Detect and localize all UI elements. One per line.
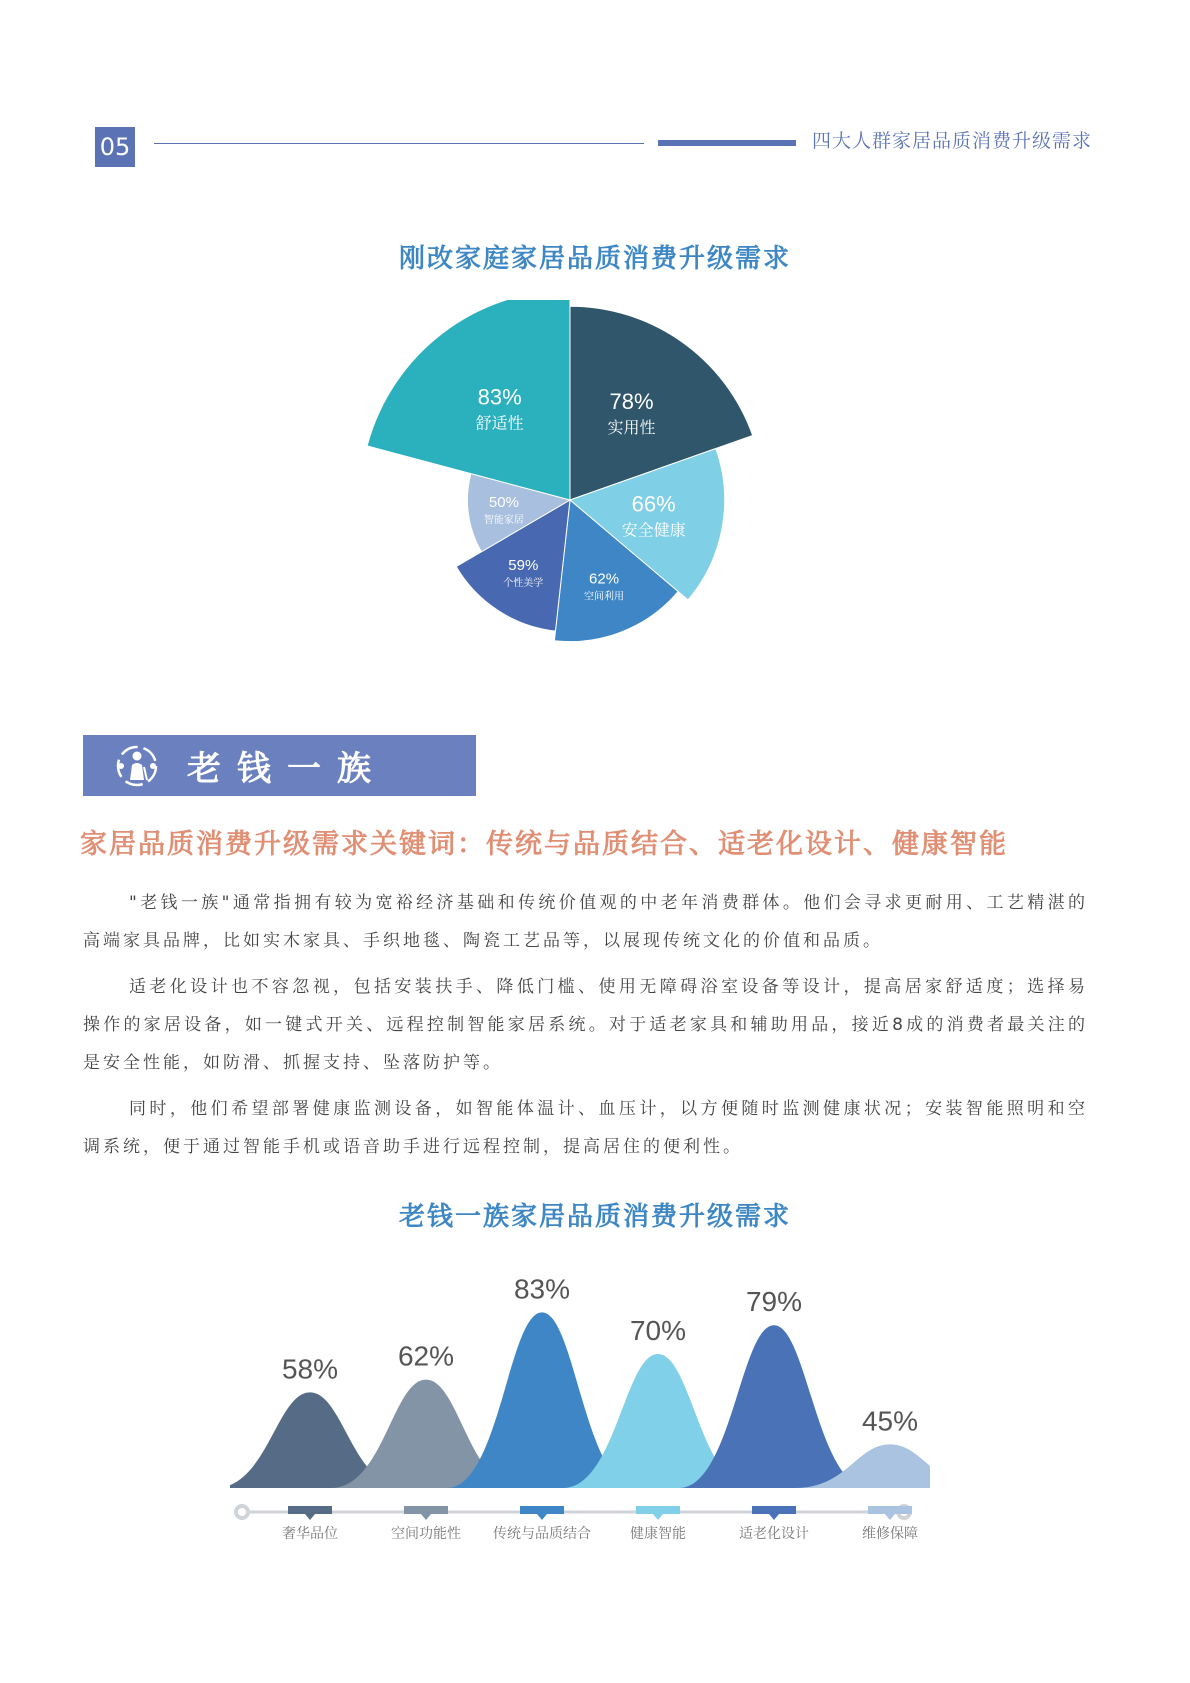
pie-category-label: 智能家居 — [483, 514, 524, 526]
category-label: 奢华品位 — [282, 1526, 338, 1542]
paragraph: "老钱一族"通常指拥有较为宽裕经济基础和传统价值观的中老年消费群体。他们会寻求更耐用、工艺精湛的高端家具品牌，比如实木家具、手织地毯、陶瓷工艺品等，以展现传统文化的价值和品质。 — [83, 893, 1088, 951]
hill-value-label: 83% — [513, 1273, 571, 1305]
pie-value-label: 66% — [631, 491, 676, 517]
pie-chart — [360, 300, 780, 680]
legend-swatch — [752, 1506, 796, 1514]
legend-pointer — [421, 1514, 431, 1520]
pie-category-label: 舒适性 — [475, 413, 524, 433]
pie-value-label: 50% — [488, 493, 519, 511]
legend-swatch — [868, 1506, 912, 1514]
axis-end-dot-inner — [238, 1508, 246, 1516]
pie-value-label: 62% — [589, 570, 620, 588]
pie-category-label: 安全健康 — [621, 520, 686, 540]
hill-chart-title: 老钱一族家居品质消费升级需求 — [398, 1202, 791, 1232]
legend-pointer — [537, 1514, 547, 1520]
legend-pointer — [885, 1514, 895, 1520]
page-number: 05 — [95, 127, 135, 167]
hill-chart — [230, 1240, 930, 1560]
header-rule — [154, 143, 644, 144]
hill-value-label: 70% — [629, 1315, 687, 1346]
legend-pointer — [653, 1514, 663, 1520]
pie-category-label: 个性美学 — [503, 577, 544, 589]
keywords-heading: 家居品质消费升级需求关键词：传统与品质结合、适老化设计、健康智能 — [80, 829, 1008, 860]
pie-category-label: 空间利用 — [584, 591, 625, 603]
hill-value-label: 79% — [745, 1286, 803, 1318]
category-label: 健康智能 — [630, 1526, 686, 1542]
category-label: 传统与品质结合 — [493, 1526, 591, 1542]
legend-swatch — [404, 1506, 448, 1514]
pie-chart-title: 刚改家庭家居品质消费升级需求 — [398, 244, 791, 274]
pie-category-label: 实用性 — [607, 418, 656, 438]
elderly-group-icon — [113, 742, 161, 790]
paragraph: 同时，他们希望部署健康监测设备，如智能体温计、血压计，以方便随时监测健康状况；安装智能照明和空调系统，便于通过智能手机或语音助手进行远程控制，提高居住的便利性。 — [83, 1099, 1088, 1157]
hill-value-label: 45% — [861, 1405, 919, 1437]
category-label: 维修保障 — [862, 1526, 918, 1542]
pie-slice — [367, 300, 570, 500]
section-heading: 老钱一族 — [187, 749, 387, 789]
legend-swatch — [520, 1506, 564, 1514]
section-banner — [83, 735, 476, 796]
legend-pointer — [769, 1514, 779, 1520]
legend-swatch — [636, 1506, 680, 1514]
paragraph: 适老化设计也不容忽视，包括安装扶手、降低门槛、使用无障碍浴室设备等设计，提高居家舒适度；选择易操作的家居设备，如一键式开关、远程控制智能家居系统。对于适老家具和辅助用品，接近8成的消费者最关注的是安全性能，如防滑、抓握支持、坠落防护等。 — [83, 977, 1088, 1073]
header-accent-bar — [658, 140, 796, 146]
hill-value-label: 62% — [397, 1340, 455, 1372]
pie-value-label: 59% — [508, 556, 539, 574]
legend-swatch — [288, 1506, 332, 1514]
category-label: 空间功能性 — [391, 1526, 461, 1542]
hill-value-label: 58% — [281, 1353, 339, 1385]
header-section-title: 四大人群家居品质消费升级需求 — [812, 130, 1093, 152]
category-label: 适老化设计 — [739, 1526, 809, 1542]
legend-pointer — [305, 1514, 315, 1520]
pie-value-label: 78% — [609, 389, 654, 415]
pie-value-label: 83% — [477, 384, 522, 410]
